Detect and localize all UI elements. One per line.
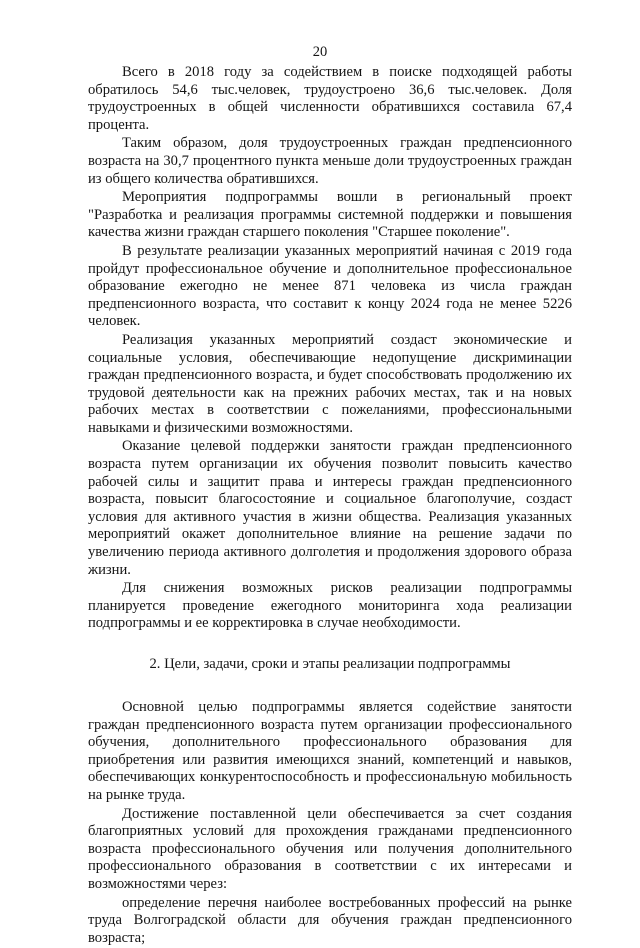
section-heading: 2. Цели, задачи, сроки и этапы реализации подпрограммы [149, 656, 511, 672]
paragraph-employment-share: Таким образом, доля трудоустроенных граждан предпенсионного возраста на 30,7 процентного пункта меньше доли трудоустроенных граждан из общего количества обратившихся. [88, 135, 572, 187]
paragraph-risk-monitoring: Для снижения возможных рисков реализации подпрограммы планируется проведение ежегодного мониторинга хода реализации подпрограммы и ее корректировка в случае необходимости. [88, 580, 572, 632]
paragraph-regional-project: Мероприятия подпрограммы вошли в региональный проект "Разработка и реализация программы системной поддержки и повышения качества жизни граждан старшего поколения "Старшее поколение". [88, 189, 572, 241]
paragraph-profession-list: определение перечня наиболее востребованных профессий на рынке труда Волгоградской области для обучения граждан предпенсионного возраста; [88, 894, 572, 946]
paragraph-main-goal: Основной целью подпрограммы является содействие занятости граждан предпенсионного возраста путем организации профессионального обучения, дополнительного профессионального образования для приобретения или развития имеющихся знаний, компетенций и навыков, обеспечивающих конкурентоспособность и профессиональную мобильность на рынке труда. [88, 699, 572, 803]
paragraph-economic-conditions: Реализация указанных мероприятий создаст экономические и социальные условия, обеспечивающие недопущение дискриминации граждан предпенсионного возраста, и будет способствовать продолжению их трудовой деятельности как на прежних рабочих местах, так и на новых рабочих местах в соответствии с пожеланиями, профессиональными навыками и физическими возможностями. [88, 331, 572, 436]
page-number: 20 [312, 44, 328, 60]
paragraph-training-results: В результате реализации указанных мероприятий начиная с 2019 года пройдут профессиональное обучение и дополнительное профессиональное образование ежегодно не менее 871 человека из числа граждан предпенсионного возраста, что составит к концу 2024 года не менее 5226 человек. [88, 242, 572, 330]
paragraph-targeted-support: Оказание целевой поддержки занятости граждан предпенсионного возраста путем организации их обучения позволит повысить качество рабочей силы и защитит права и интересы граждан предпенсионного возраста, повысит благосостояние и социальное благополучие, создаст условия для активного участия в жизни общества. Реализация указанных мероприятий окажет дополнительное влияние на решение задачи по увеличению периода активного долголетия и продолжения здорового образа жизни. [88, 438, 572, 578]
paragraph-goal-achievement: Достижение поставленной цели обеспечивается за счет создания благоприятных условий для прохождения гражданами предпенсионного возраста профессионального обучения или получения дополнительного профессионального образования в соответствии с их интересами и возможностями через: [88, 805, 572, 892]
document-body [88, 64, 572, 948]
paragraph-2018-statistics: Всего в 2018 году за содействием в поиске подходящей работы обратилось 54,6 тыс.человек, трудоустроено 36,6 тыс.человек. Доля трудоустроенных в общей численности обратившихся составила 67,4 процента. [88, 64, 572, 133]
